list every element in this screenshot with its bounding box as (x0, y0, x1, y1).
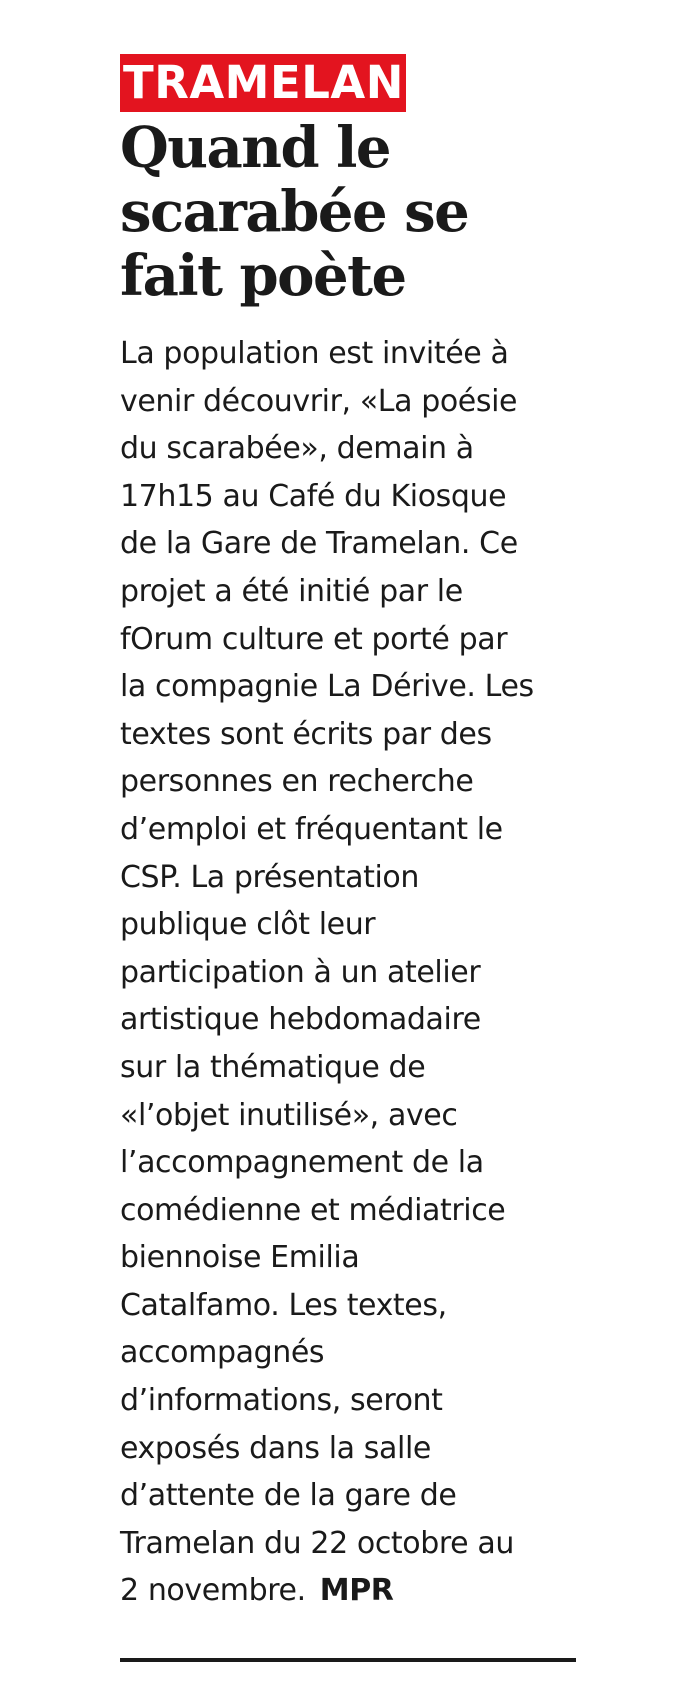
body-line: d’emploi et fréquentant le (120, 811, 503, 847)
headline-line: Quand le (120, 115, 391, 181)
body-line: venir découvrir, «La poésie (120, 383, 518, 419)
body-line: de la Gare de Tramelan. Ce (120, 526, 518, 562)
body-line: La population est invitée à (120, 336, 509, 371)
body-line: du scarabée», demain à (120, 431, 474, 467)
body-line: publique clôt leur (120, 907, 376, 943)
body-line: personnes en recherche (120, 764, 474, 800)
body-line: l’accompagnement de la (120, 1145, 484, 1181)
body-line: participation à un atelier (120, 954, 481, 990)
body-last-line-text: 2 novembre. (120, 1573, 306, 1609)
body-line: fOrum culture et porté par (120, 621, 508, 657)
bottom-rule (120, 1658, 576, 1662)
body-line: biennoise Emilia (120, 1240, 360, 1276)
body-line: accompagnés (120, 1335, 325, 1371)
body-line: Tramelan du 22 octobre au (120, 1525, 514, 1561)
author-initials: MPR (319, 1573, 394, 1609)
body-line: exposés dans la salle (120, 1430, 431, 1466)
article-body (120, 330, 580, 1615)
body-line: CSP. La présentation (120, 859, 420, 895)
body-line: «l’objet inutilisé», avec (120, 1097, 458, 1133)
article (120, 54, 580, 1615)
body-line: textes sont écrits par des (120, 716, 492, 752)
headline-line: fait poète (120, 243, 406, 309)
body-line: d’informations, seront (120, 1383, 443, 1419)
body-line: comédienne et médiatrice (120, 1192, 506, 1228)
body-line: d’attente de la gare de (120, 1478, 457, 1514)
headline-line: scarabée se (120, 179, 469, 245)
body-last-line (120, 1567, 580, 1615)
body-line: la compagnie La Dérive. Les (120, 669, 534, 705)
body-line: sur la thématique de (120, 1049, 426, 1085)
body-line: artistique hebdomadaire (120, 1002, 481, 1038)
body-line: Catalfamo. Les textes, (120, 1287, 447, 1323)
headline (120, 116, 520, 308)
body-line: projet a été initié par le (120, 573, 463, 609)
kicker-label: TRAMELAN (120, 54, 406, 112)
body-line: 17h15 au Café du Kiosque (120, 478, 507, 514)
